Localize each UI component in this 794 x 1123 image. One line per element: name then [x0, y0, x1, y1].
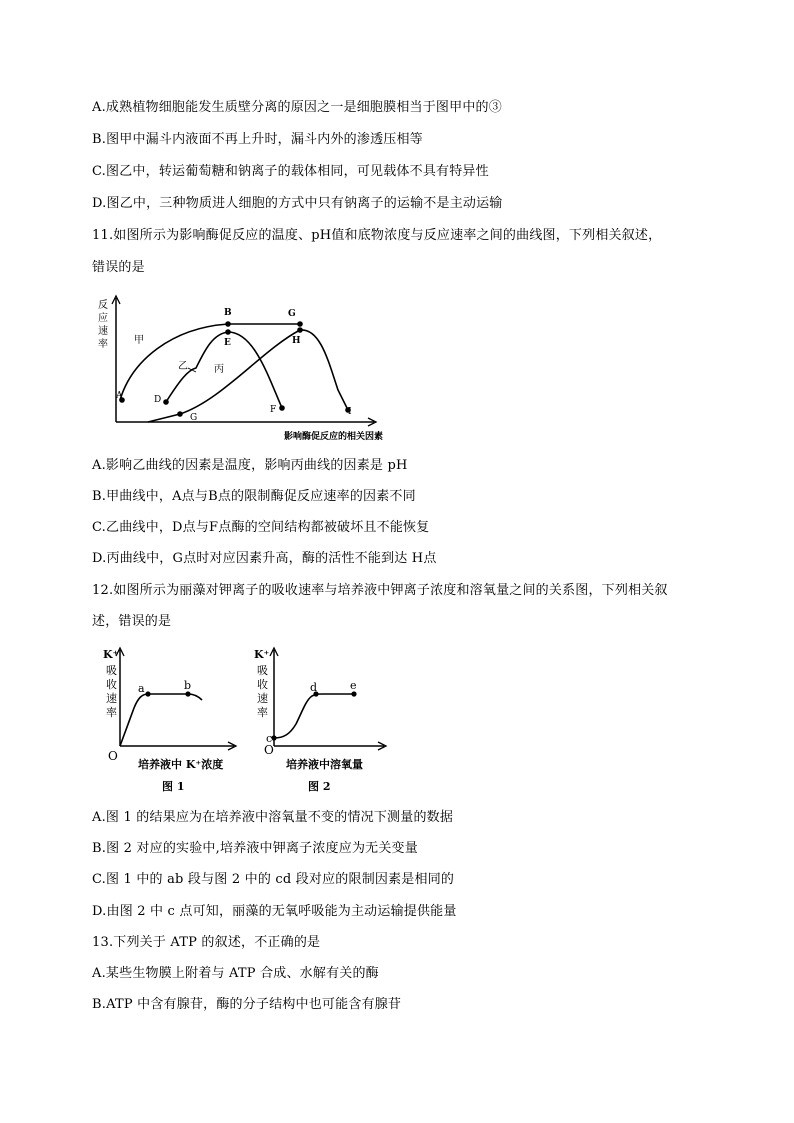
- q11-label-e: E: [224, 338, 231, 348]
- q11-label-a: A: [116, 391, 123, 401]
- q10-option-c: C.图乙中，转运葡萄糖和钠离子的载体相同，可见载体不具有特异性: [92, 164, 489, 179]
- q11-label-f: F: [270, 405, 277, 415]
- q11-xlabel: 影响酶促反应的相关因素: [284, 432, 384, 442]
- q11-point-b: [225, 321, 231, 327]
- q12-fig2-ylabel-k: K⁺: [254, 648, 270, 661]
- q13-option-a: A.某些生物膜上附着与 ATP 合成、水解有关的酶: [92, 966, 379, 981]
- q12-fig2-origin: O: [264, 743, 274, 757]
- q12-figure-2: [250, 644, 400, 794]
- q12-stem-line2: 述，错误的是: [92, 614, 172, 629]
- q11-label-g-bottom: G: [190, 413, 198, 423]
- q12-fig1-ylabel-2: 速: [106, 692, 117, 705]
- q12-fig2-label-d: d: [310, 681, 318, 694]
- q12-fig2-point-c: [271, 735, 276, 740]
- q13-stem: 13.下列关于 ATP 的叙述，不正确的是: [92, 935, 321, 950]
- q13-option-b: B.ATP 中含有腺苷，酶的分子结构中也可能含有腺苷: [92, 997, 402, 1012]
- q12-option-c: C.图 1 中的 ab 段与图 2 中的 cd 段对应的限制因素是相同的: [92, 872, 455, 887]
- q10-option-d: D.图乙中，三种物质进人细胞的方式中只有钠离子的运输不是主动运输: [92, 196, 503, 211]
- q11-label-yi: 乙: [178, 361, 188, 372]
- q11-point-g-top: [297, 321, 303, 327]
- q11-stem-line2: 错误的是: [92, 260, 145, 275]
- q12-fig2-ylabel-3: 率: [257, 706, 268, 719]
- q11-option-d: D.丙曲线中，G点时对应因素升高，酶的活性不能到达 H点: [92, 551, 437, 566]
- q12-fig1-ylabel-k: K⁺: [103, 648, 119, 661]
- q10-option-b: B.图甲中漏斗内液面不再上升时，漏斗内外的渗透压相等: [92, 132, 423, 147]
- q12-fig1-point-a: [145, 691, 150, 696]
- q12-fig2-caption: 图 2: [308, 780, 331, 793]
- q12-option-b: B.图 2 对应的实验中,培养液中钾离子浓度应为无关变量: [92, 841, 418, 856]
- q11-option-c: C.乙曲线中，D点与F点酶的空间结构都被破坏且不能恢复: [92, 520, 430, 535]
- q12-fig2-xlabel: 培养液中溶氧量: [286, 758, 363, 771]
- q12-fig2-ylabel-1: 收: [257, 678, 268, 691]
- q11-label-i: I: [348, 407, 352, 417]
- q12-fig1-ylabel-3: 率: [106, 706, 117, 719]
- q12-option-a: A.图 1 的结果应为在培养液中溶氧量不变的情况下测量的数据: [92, 810, 454, 825]
- q12-fig2-label-e: e: [350, 679, 357, 692]
- q11-point-g-bottom: [177, 411, 183, 417]
- q12-fig1-caption: 图 1: [162, 780, 185, 793]
- q11-label-h: H: [292, 336, 301, 346]
- q12-fig1-ylabel-0: 吸: [106, 664, 117, 677]
- q11-point-e: [225, 329, 231, 335]
- q12-fig1-ylabel-1: 收: [106, 678, 117, 691]
- q11-label-d: D: [154, 395, 162, 405]
- q12-fig2-curve: [274, 694, 354, 738]
- q12-fig1-origin: O: [108, 749, 118, 763]
- q12-option-d: D.由图 2 中 c 点可知，丽藻的无氧呼吸能为主动运输提供能量: [92, 904, 457, 919]
- q12-fig1-xlabel: 培养液中 K⁺浓度: [138, 758, 224, 771]
- q12-fig2-ylabel-0: 吸: [257, 664, 268, 677]
- q11-enzyme-figure: [92, 290, 392, 450]
- q11-ylabel-2: 速: [98, 326, 108, 337]
- q11-label-jia: 甲: [134, 335, 144, 346]
- q11-stem-line1: 11.如图所示为影响酶促反应的温度、pH值和底物浓度与反应速率之间的曲线图，下列相关叙述，: [92, 228, 662, 243]
- q12-fig2-point-e: [351, 691, 356, 696]
- q12-fig2-label-c: c: [266, 732, 273, 745]
- q11-label-g-top: G: [288, 309, 296, 319]
- q11-ylabel-3: 率: [98, 339, 108, 350]
- q12-fig2-ylabel-2: 速: [257, 692, 268, 705]
- q11-ylabel-0: 反: [98, 300, 108, 311]
- q12-fig1-curve: [120, 694, 202, 746]
- q11-label-b: B: [224, 308, 232, 318]
- q11-curve-bing: [148, 330, 348, 422]
- q10-option-a: A.成熟植物细胞能发生质壁分离的原因之一是细胞膜相当于图甲中的③: [92, 100, 502, 115]
- q12-fig1-point-b: [185, 691, 190, 696]
- q11-ylabel-1: 应: [98, 313, 108, 324]
- q12-figure-1: [100, 644, 250, 794]
- q12-stem-line1: 12.如图所示为丽藻对钾离子的吸收速率与培养液中钾离子浓度和溶氧量之间的关系图，下列相关叙: [92, 583, 668, 598]
- q11-point-d: [163, 399, 169, 405]
- q12-fig1-label-a: a: [138, 682, 145, 695]
- q11-option-b: B.甲曲线中，A点与B点的限制酶促反应速率的因素不同: [92, 489, 416, 504]
- q11-label-bing: 丙: [214, 364, 224, 375]
- q11-point-f: [279, 405, 285, 411]
- q11-point-h: [297, 327, 303, 333]
- q12-fig1-label-b: b: [184, 679, 192, 692]
- q11-option-a: A.影响乙曲线的因素是温度，影响丙曲线的因素是 pH: [92, 458, 408, 473]
